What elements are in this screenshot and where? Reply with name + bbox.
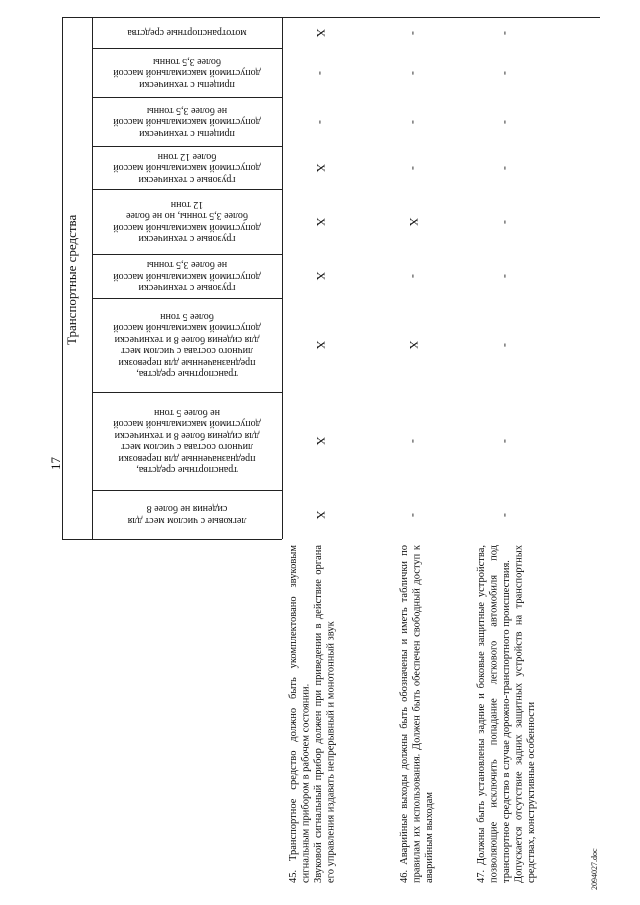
table-left-edge — [62, 17, 63, 539]
table-bottom-edge — [62, 539, 282, 540]
applicability-mark: X — [314, 436, 328, 446]
applicability-mark: - — [407, 165, 421, 170]
category-label: транспортные средства, предназначенные для перевозки личного состава с числом мест для сидения более 8 и технически допустимой максимальной массой более 5 тонн — [113, 311, 261, 380]
row-46-paragraph-1: 46. Аварийные выходы должны быть обозначены и иметь таблички по правилам их использования. Должен быть обеспечен свободный доступ к аварийным выходам — [399, 545, 435, 883]
applicability-mark: - — [499, 219, 513, 224]
category-separator — [92, 392, 282, 393]
applicability-mark: - — [499, 70, 513, 75]
applicability-mark: - — [314, 119, 328, 124]
category-label: легковые с числом мест для сидения не более 8 — [127, 503, 247, 526]
row-47-paragraph-1: 47. Должны быть установлены задние и боковые защитные устройства, позволяющие исключить попадание легкового автомобиля под транспортное средство в случае дорожно-транспортного происшествия. — [476, 545, 512, 883]
applicability-mark: X — [314, 28, 328, 37]
category-label: грузовые с технически допустимой максимальной массой более 12 тонн — [113, 150, 261, 185]
group-header: Транспортные средства — [64, 214, 79, 346]
header-band-edge — [92, 17, 93, 539]
category-label: прицепы с технически допустимой максимальной массой не более 3,5 тонны — [113, 104, 261, 139]
applicability-mark: - — [407, 30, 421, 35]
footer-overlay — [590, 820, 602, 890]
category-separator — [92, 189, 282, 190]
category-label: грузовые с технически допустимой максимальной массой более 3,5 тонны, но не более 12 тонн — [113, 199, 261, 245]
applicability-mark: - — [499, 165, 513, 170]
applicability-mark: - — [499, 343, 513, 347]
category-separator — [92, 17, 282, 18]
applicability-mark: - — [407, 119, 421, 124]
applicability-mark: X — [314, 340, 328, 350]
category-separator — [92, 298, 282, 299]
applicability-mark: - — [314, 70, 328, 75]
footer-text: 2094027.doc — [590, 848, 599, 890]
category-separator — [92, 97, 282, 98]
page-number-text: 17 — [48, 457, 63, 470]
applicability-mark: - — [407, 70, 421, 75]
applicability-mark: X — [407, 217, 421, 226]
row-45-paragraph-2: Звуковой сигнальный прибор должен при приведении в действие органа его управления издавать непрерывный и монотонный звук — [313, 545, 337, 883]
applicability-mark: - — [499, 274, 513, 278]
applicability-mark: - — [499, 30, 513, 35]
applicability-mark: - — [407, 439, 421, 443]
applicability-mark: - — [407, 512, 421, 517]
applicability-mark: X — [314, 271, 328, 281]
header-bottom-edge — [282, 17, 283, 539]
category-separator — [92, 48, 282, 49]
applicability-mark: X — [314, 217, 328, 226]
category-label: грузовые с технически допустимой максимальной массой не более 3,5 тонны — [113, 259, 261, 294]
category-label: прицепы с технически допустимой максимальной массой более 3,5 тонны — [113, 55, 261, 90]
applicability-mark: - — [499, 119, 513, 124]
row-47-paragraph-2: Допускается отсутствие задних защитных устройств на транспортных средствах, конструктивные особенности — [513, 545, 537, 883]
category-separator — [92, 490, 282, 491]
applicability-mark: - — [407, 274, 421, 278]
row-45-paragraph-1: 45. Транспортное средство должно быть укомплектовано звуковым сигнальным прибором в рабочем состоянии. — [288, 545, 312, 883]
row-46-text — [399, 545, 459, 883]
page-number-overlay — [48, 440, 66, 470]
row-47-text — [476, 545, 586, 883]
category-separator — [92, 146, 282, 147]
applicability-mark: X — [314, 510, 328, 519]
applicability-mark: - — [499, 439, 513, 443]
applicability-mark: - — [499, 512, 513, 517]
category-label: мототранспортные средства — [127, 27, 247, 39]
category-separator — [92, 254, 282, 255]
category-label: транспортные средства, предназначенные для перевозки личного состава с числом мест для сидения более 8 и технически допустимой максимальной массой не более 5 тонн — [113, 407, 261, 476]
row-45-text — [288, 545, 385, 883]
applicability-mark: X — [407, 340, 421, 350]
applicability-mark: X — [314, 163, 328, 172]
